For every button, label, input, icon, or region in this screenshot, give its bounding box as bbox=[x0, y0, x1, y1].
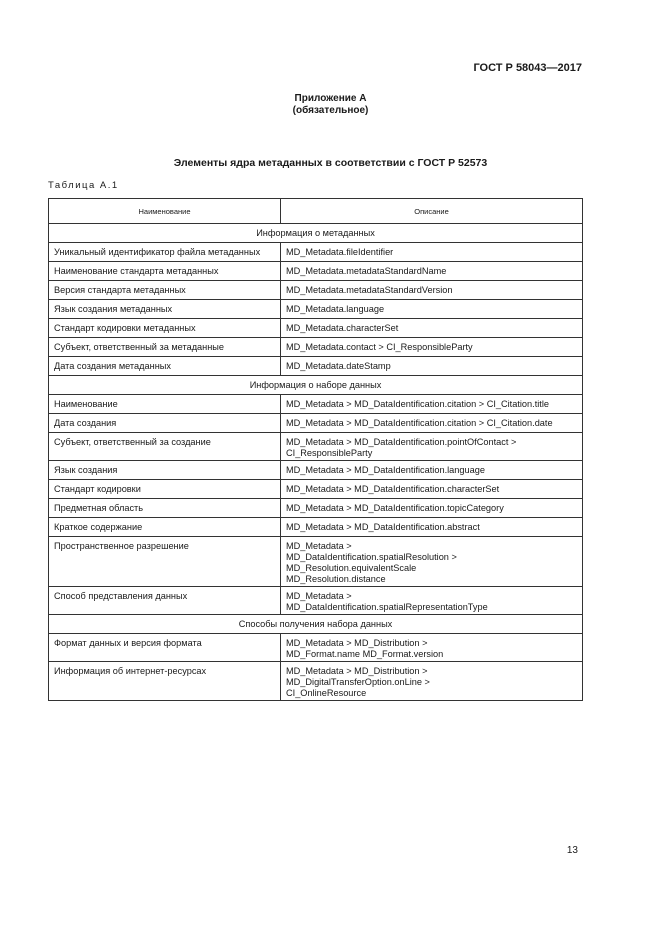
table-row bbox=[49, 499, 583, 518]
header-name: Наименование bbox=[49, 199, 281, 224]
row-description: MD_Metadata > MD_Distribution > MD_Format.name MD_Format.version bbox=[281, 634, 583, 662]
table-section-title: Способы получения набора данных bbox=[49, 615, 583, 634]
row-description: MD_Metadata.language bbox=[281, 300, 583, 319]
table-section-row bbox=[49, 224, 583, 243]
row-name: Краткое содержание bbox=[49, 518, 281, 537]
table-row bbox=[49, 338, 583, 357]
row-description: MD_Metadata.metadataStandardName bbox=[281, 262, 583, 281]
row-name: Пространственное разрешение bbox=[49, 537, 281, 587]
row-description: MD_Metadata.metadataStandardVersion bbox=[281, 281, 583, 300]
appendix-heading bbox=[0, 93, 661, 117]
table-row bbox=[49, 433, 583, 461]
row-description: MD_Metadata > MD_DataIdentification.spatialResolution > MD_Resolution.equivalentScale MD_Resolution.distance bbox=[281, 537, 583, 587]
standard-code: ГОСТ Р 58043—2017 bbox=[473, 62, 582, 74]
table-row bbox=[49, 518, 583, 537]
table-row bbox=[49, 537, 583, 587]
row-name: Наименование стандарта метаданных bbox=[49, 262, 281, 281]
table-row bbox=[49, 243, 583, 262]
row-description: MD_Metadata.contact > CI_ResponsibleParty bbox=[281, 338, 583, 357]
row-description: MD_Metadata > MD_DataIdentification.abstract bbox=[281, 518, 583, 537]
row-name: Стандарт кодировки метаданных bbox=[49, 319, 281, 338]
row-name: Способ представления данных bbox=[49, 587, 281, 615]
row-description: MD_Metadata > MD_DataIdentification.citation > CI_Citation.title bbox=[281, 395, 583, 414]
row-name: Наименование bbox=[49, 395, 281, 414]
row-name: Дата создания метаданных bbox=[49, 357, 281, 376]
table-section-row bbox=[49, 376, 583, 395]
row-name: Предметная область bbox=[49, 499, 281, 518]
table-row bbox=[49, 414, 583, 433]
table-row bbox=[49, 461, 583, 480]
row-name: Дата создания bbox=[49, 414, 281, 433]
row-description: MD_Metadata.fileIdentifier bbox=[281, 243, 583, 262]
table-section-title: Информация о метаданных bbox=[49, 224, 583, 243]
header-description: Описание bbox=[281, 199, 583, 224]
appendix-subtitle: (обязательное) bbox=[292, 105, 369, 116]
row-name: Информация об интернет-ресурсах bbox=[49, 662, 281, 701]
table-row bbox=[49, 634, 583, 662]
row-name: Язык создания метаданных bbox=[49, 300, 281, 319]
table-section-row bbox=[49, 615, 583, 634]
table-section-title: Информация о наборе данных bbox=[49, 376, 583, 395]
section-title: Элементы ядра метаданных в соответствии с ГОСТ Р 52573 bbox=[173, 157, 488, 169]
row-description: MD_Metadata > MD_DataIdentification.characterSet bbox=[281, 480, 583, 499]
metadata-table bbox=[48, 198, 583, 701]
row-name: Язык создания bbox=[49, 461, 281, 480]
row-description: MD_Metadata > MD_DataIdentification.topicCategory bbox=[281, 499, 583, 518]
row-name: Субъект, ответственный за метаданные bbox=[49, 338, 281, 357]
row-description: MD_Metadata.characterSet bbox=[281, 319, 583, 338]
table-row bbox=[49, 395, 583, 414]
table-row bbox=[49, 357, 583, 376]
row-description: MD_Metadata > MD_DataIdentification.language bbox=[281, 461, 583, 480]
row-name: Стандарт кодировки bbox=[49, 480, 281, 499]
row-description: MD_Metadata > MD_DataIdentification.spatialRepresentationType bbox=[281, 587, 583, 615]
row-description: MD_Metadata > MD_DataIdentification.citation > CI_Citation.date bbox=[281, 414, 583, 433]
row-name: Субъект, ответственный за создание bbox=[49, 433, 281, 461]
table-row bbox=[49, 587, 583, 615]
row-description: MD_Metadata > MD_DataIdentification.pointOfContact > CI_ResponsibleParty bbox=[281, 433, 583, 461]
table-row bbox=[49, 480, 583, 499]
table-row bbox=[49, 319, 583, 338]
table-caption: Таблица А.1 bbox=[48, 180, 119, 191]
table-body bbox=[49, 224, 583, 701]
table-header-row bbox=[49, 199, 583, 224]
row-name: Уникальный идентификатор файла метаданных bbox=[49, 243, 281, 262]
table-row bbox=[49, 281, 583, 300]
table-row bbox=[49, 662, 583, 701]
table-row bbox=[49, 262, 583, 281]
appendix-title: Приложение А bbox=[294, 93, 367, 104]
row-name: Формат данных и версия формата bbox=[49, 634, 281, 662]
page-number: 13 bbox=[566, 845, 578, 856]
table-row bbox=[49, 300, 583, 319]
row-name: Версия стандарта метаданных bbox=[49, 281, 281, 300]
row-description: MD_Metadata.dateStamp bbox=[281, 357, 583, 376]
row-description: MD_Metadata > MD_Distribution > MD_DigitalTransferOption.onLine > CI_OnlineResource bbox=[281, 662, 583, 701]
